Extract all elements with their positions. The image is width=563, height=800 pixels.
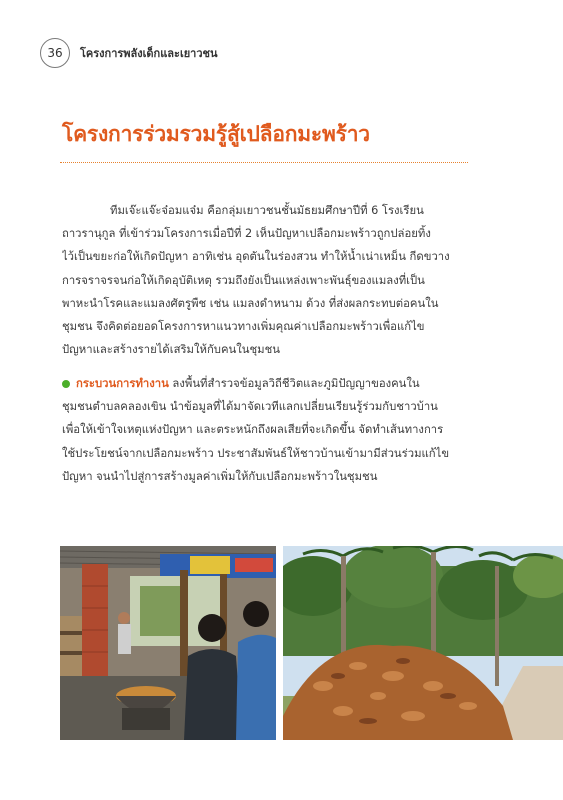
paragraph-line: ใช้ประโยชน์จากเปลือกมะพร้าว ประชาสัมพันธ์ให้ชาวบ้านเข้ามามีส่วนร่วมแก้ไข	[62, 446, 450, 460]
paragraph-line: การจราจรจนก่อให้เกิดอุบัติเหตุ รวมถึงยังเป็นแหล่งเพาะพันธุ์ของแมลงที่เป็น	[62, 273, 425, 287]
article-title: โครงการร่วมรวมรู้สู้เปลือกมะพร้าว	[62, 122, 370, 146]
paragraph-line: ถาวรานุกูล ที่เข้าร่วมโครงการเมื่อปีที่ 2 เห็นปัญหาเปลือกมะพร้าวถูกปล่อยทิ้ง	[62, 227, 431, 241]
paragraph-line: ชุมชนตำบลคลองเขิน นำข้อมูลที่ได้มาจัดเวทีแลกเปลี่ยนเรียนรู้ร่วมกับชาวบ้าน	[62, 400, 438, 414]
paragraph-line: ปัญหาและสร้างรายได้เสริมให้กับคนในชุมชน	[62, 343, 280, 357]
paragraph-process	[62, 372, 468, 488]
page-number: 36	[40, 38, 70, 68]
paragraph-line: ทีมเจ๊ะแจ๊ะจ๋อมแจ๋ม คือกลุ่มเยาวชนชั้นมัธยมศึกษาปีที่ 6 โรงเรียน	[110, 204, 424, 217]
coconut-husk-pile-photo	[283, 546, 563, 740]
paragraph-intro	[62, 199, 468, 361]
paragraph-line	[62, 372, 468, 395]
paragraph-line: ชุมชน จึงคิดต่อยอดโครงการหาแนวทางเพิ่มคุณค่าเปลือกมะพร้าวเพื่อแก้ไข	[62, 320, 425, 334]
title-divider	[60, 162, 468, 163]
paragraph-line: พาหะนำโรคและแมลงศัตรูพืช เช่น แมลงดำหนาม ด้วง ที่ส่งผลกระทบต่อคนใน	[62, 296, 439, 310]
paragraph-line: เพื่อให้เข้าใจเหตุแห่งปัญหา และตระหนักถึงผลเสียที่จะเกิดขึ้น จัดทำเส้นทางการ	[62, 423, 444, 437]
paragraph-line: ปัญหา จนนำไปสู่การสร้างมูลค่าเพิ่มให้กับเปลือกมะพร้าวในชุมชน	[62, 469, 378, 483]
paragraph-line-rest: ลงพื้นที่สำรวจข้อมูลวิถีชีวิตและภูมิปัญญาของคนใน	[168, 377, 420, 390]
bullet-icon	[62, 380, 70, 388]
paragraph-line: ไว้เป็นขยะก่อให้เกิดปัญหา อาทิเช่น อุดตันในร่องสวน ทำให้น้ำเน่าเหม็น กีดขวาง	[62, 250, 450, 264]
running-title: โครงการพลังเด็กและเยาวชน	[80, 47, 218, 60]
workshop-photo	[60, 546, 276, 740]
process-label: กระบวนการทำงาน	[76, 377, 169, 390]
